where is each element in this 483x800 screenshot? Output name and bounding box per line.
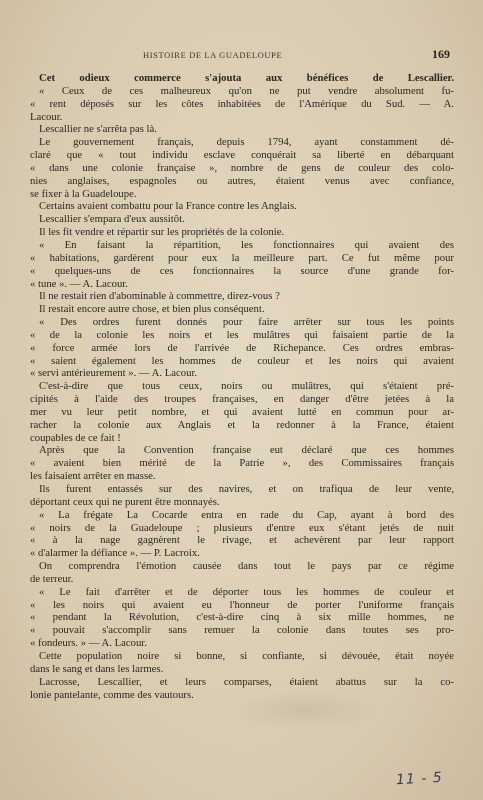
paragraph-line: lonie pantelante, comme des vautours. [30,688,194,701]
running-header [0,47,483,64]
quote-line: « tune ». — A. Lacour. [30,277,128,290]
paragraph-line: cipités à l'aide des troupes françaises, en danger d'être jetées à la [30,393,454,406]
paragraph-line: Il ne restait rien d'abominable à commettre, direz-vous ? [39,290,280,303]
paragraph-line: C'est-à-dire que tous ceux, noirs ou mulâtres, qui s'étaient pré- [39,380,454,393]
paragraph-line: Il restait encore autre chose, et bien plus conséquent. [39,303,265,316]
paragraph-line: On comprendra l'émotion causée dans tout le pays par ce régime [39,560,454,573]
quote-line: « quelques-uns de ces fonctionnaires la source d'une grande for- [30,264,454,277]
page-number: 169 [432,47,450,61]
paragraph-line: Cet odieux commerce s'ajouta aux bénéfices de Lescallier. [39,72,454,84]
quote-line: « force armée lors de l'arrivée de Richepance. Ces ordres embras- [30,341,454,354]
handwritten-note: 11 - 5 [395,769,444,789]
body-text [30,72,454,701]
paragraph-line: Lescallier s'empara d'eux aussitôt. [39,213,185,226]
quote-line: « habitations, gardèrent pour eux la meilleure part. Ce fut même pour [30,251,454,264]
quote-line: « Ceux de ces malheureux qu'on ne put vendre absolument fu- [39,84,454,97]
quote-line: « pouvait s'accomplir sans remuer la colonie dans toutes ses pro- [30,624,454,637]
paragraph-line: Certains avaient combattu pour la France contre les Anglais. [39,200,297,213]
quote-line: « La frégate La Cocarde entra en rade du Cap, ayant à bord des [39,508,454,521]
ink-smudge [230,690,380,730]
paragraph-line: nies anglaises, espagnoles ou autres, étaient venus avec confiance, [30,174,454,187]
paragraph-line: se fixer à la Guadeloupe. [30,187,137,200]
quote-line: « Des ordres furent donnés pour faire arrêter sur tous les points [39,316,454,329]
paragraph-line: Cette population noire si bonne, si confiante, si dévouée, était noyée [39,649,454,662]
paragraph-line: mer vu leur petit nombre, et qui avaient lutté en commun pour ar- [30,405,454,418]
quote-line: « Le fait d'arrêter et de déporter tous les hommes de couleur et [39,585,454,598]
header-title: HISTOIRE DE LA GUADELOUPE [143,50,283,60]
quote-line: Lacour. [30,110,63,123]
paragraph-line: claré que « tout individu esclave conquérait sa liberté en débarquant [30,149,454,162]
paragraph-line: racher la colonie aux Anglais et la redonner à la France, étaient [30,418,454,431]
quote-line: « fondeurs. » — A. Lacour. [30,637,147,650]
quote-line: « En faisant la répartition, les fonctionnaires qui avaient des [39,238,454,251]
paragraph-line: les faisaient arrêter en masse. [30,470,156,483]
quote-line: « à la nage gagnèrent le rivage, et achevèrent par leur rapport [30,534,454,547]
paragraph-line: dans le sang et dans les larmes. [30,662,164,675]
quote-line: « noirs de la Guadeloupe ; plusieurs d'entre eux s'étant jetés de nuit [30,521,454,534]
paragraph-line: Lacrosse, Lescallier, et leurs comparses, étaient abattus sur la co- [39,675,454,688]
quote-line: « rent déposés sur les côtes inhabitées de l'Amérique du Sud. — A. [30,97,454,110]
paragraph-line: Il les fit vendre et répartir sur les propriétés de la colonie. [39,226,285,239]
quote-line: « servi antérieurement ». — A. Lacour. [30,367,198,380]
quote-line: « les noirs qui avaient eu l'honneur de porter l'uniforme français [30,598,454,611]
quote-line: « pendant la Révolution, c'est-à-dire cinq à six mille hommes, ne [30,611,454,624]
paragraph-line: coupables de ce fait ! [30,431,121,444]
paragraph-line: Lescallier ne s'arrêta pas là. [39,123,157,136]
paragraph-line: de terreur. [30,572,74,585]
quote-line: « d'alarmer la défiance ». — P. Lacroix. [30,547,200,560]
quote-line: « saient également les hommes de couleur et les noirs qui avaient [30,354,454,367]
paragraph-line: « dans une colonie française », nombre de gens de couleur des colo- [30,161,454,174]
quote-line: « de la colonie les noirs et les mulâtres qui faisaient partie de la [30,328,454,341]
paragraph-line: déportant ceux qui ne purent être monnayés. [30,495,220,508]
paragraph-line: Ils furent entassés sur des navires, et on trafiqua de leur vente, [39,483,454,495]
paragraph-line: Après que la Convention française eut déclaré que ces hommes [39,444,454,457]
paragraph-line: Le gouvernement français, depuis 1794, ayant constamment dé- [39,136,454,149]
paragraph-line: « avaient bien mérité de la Patrie », des Commissaires français [30,457,454,470]
